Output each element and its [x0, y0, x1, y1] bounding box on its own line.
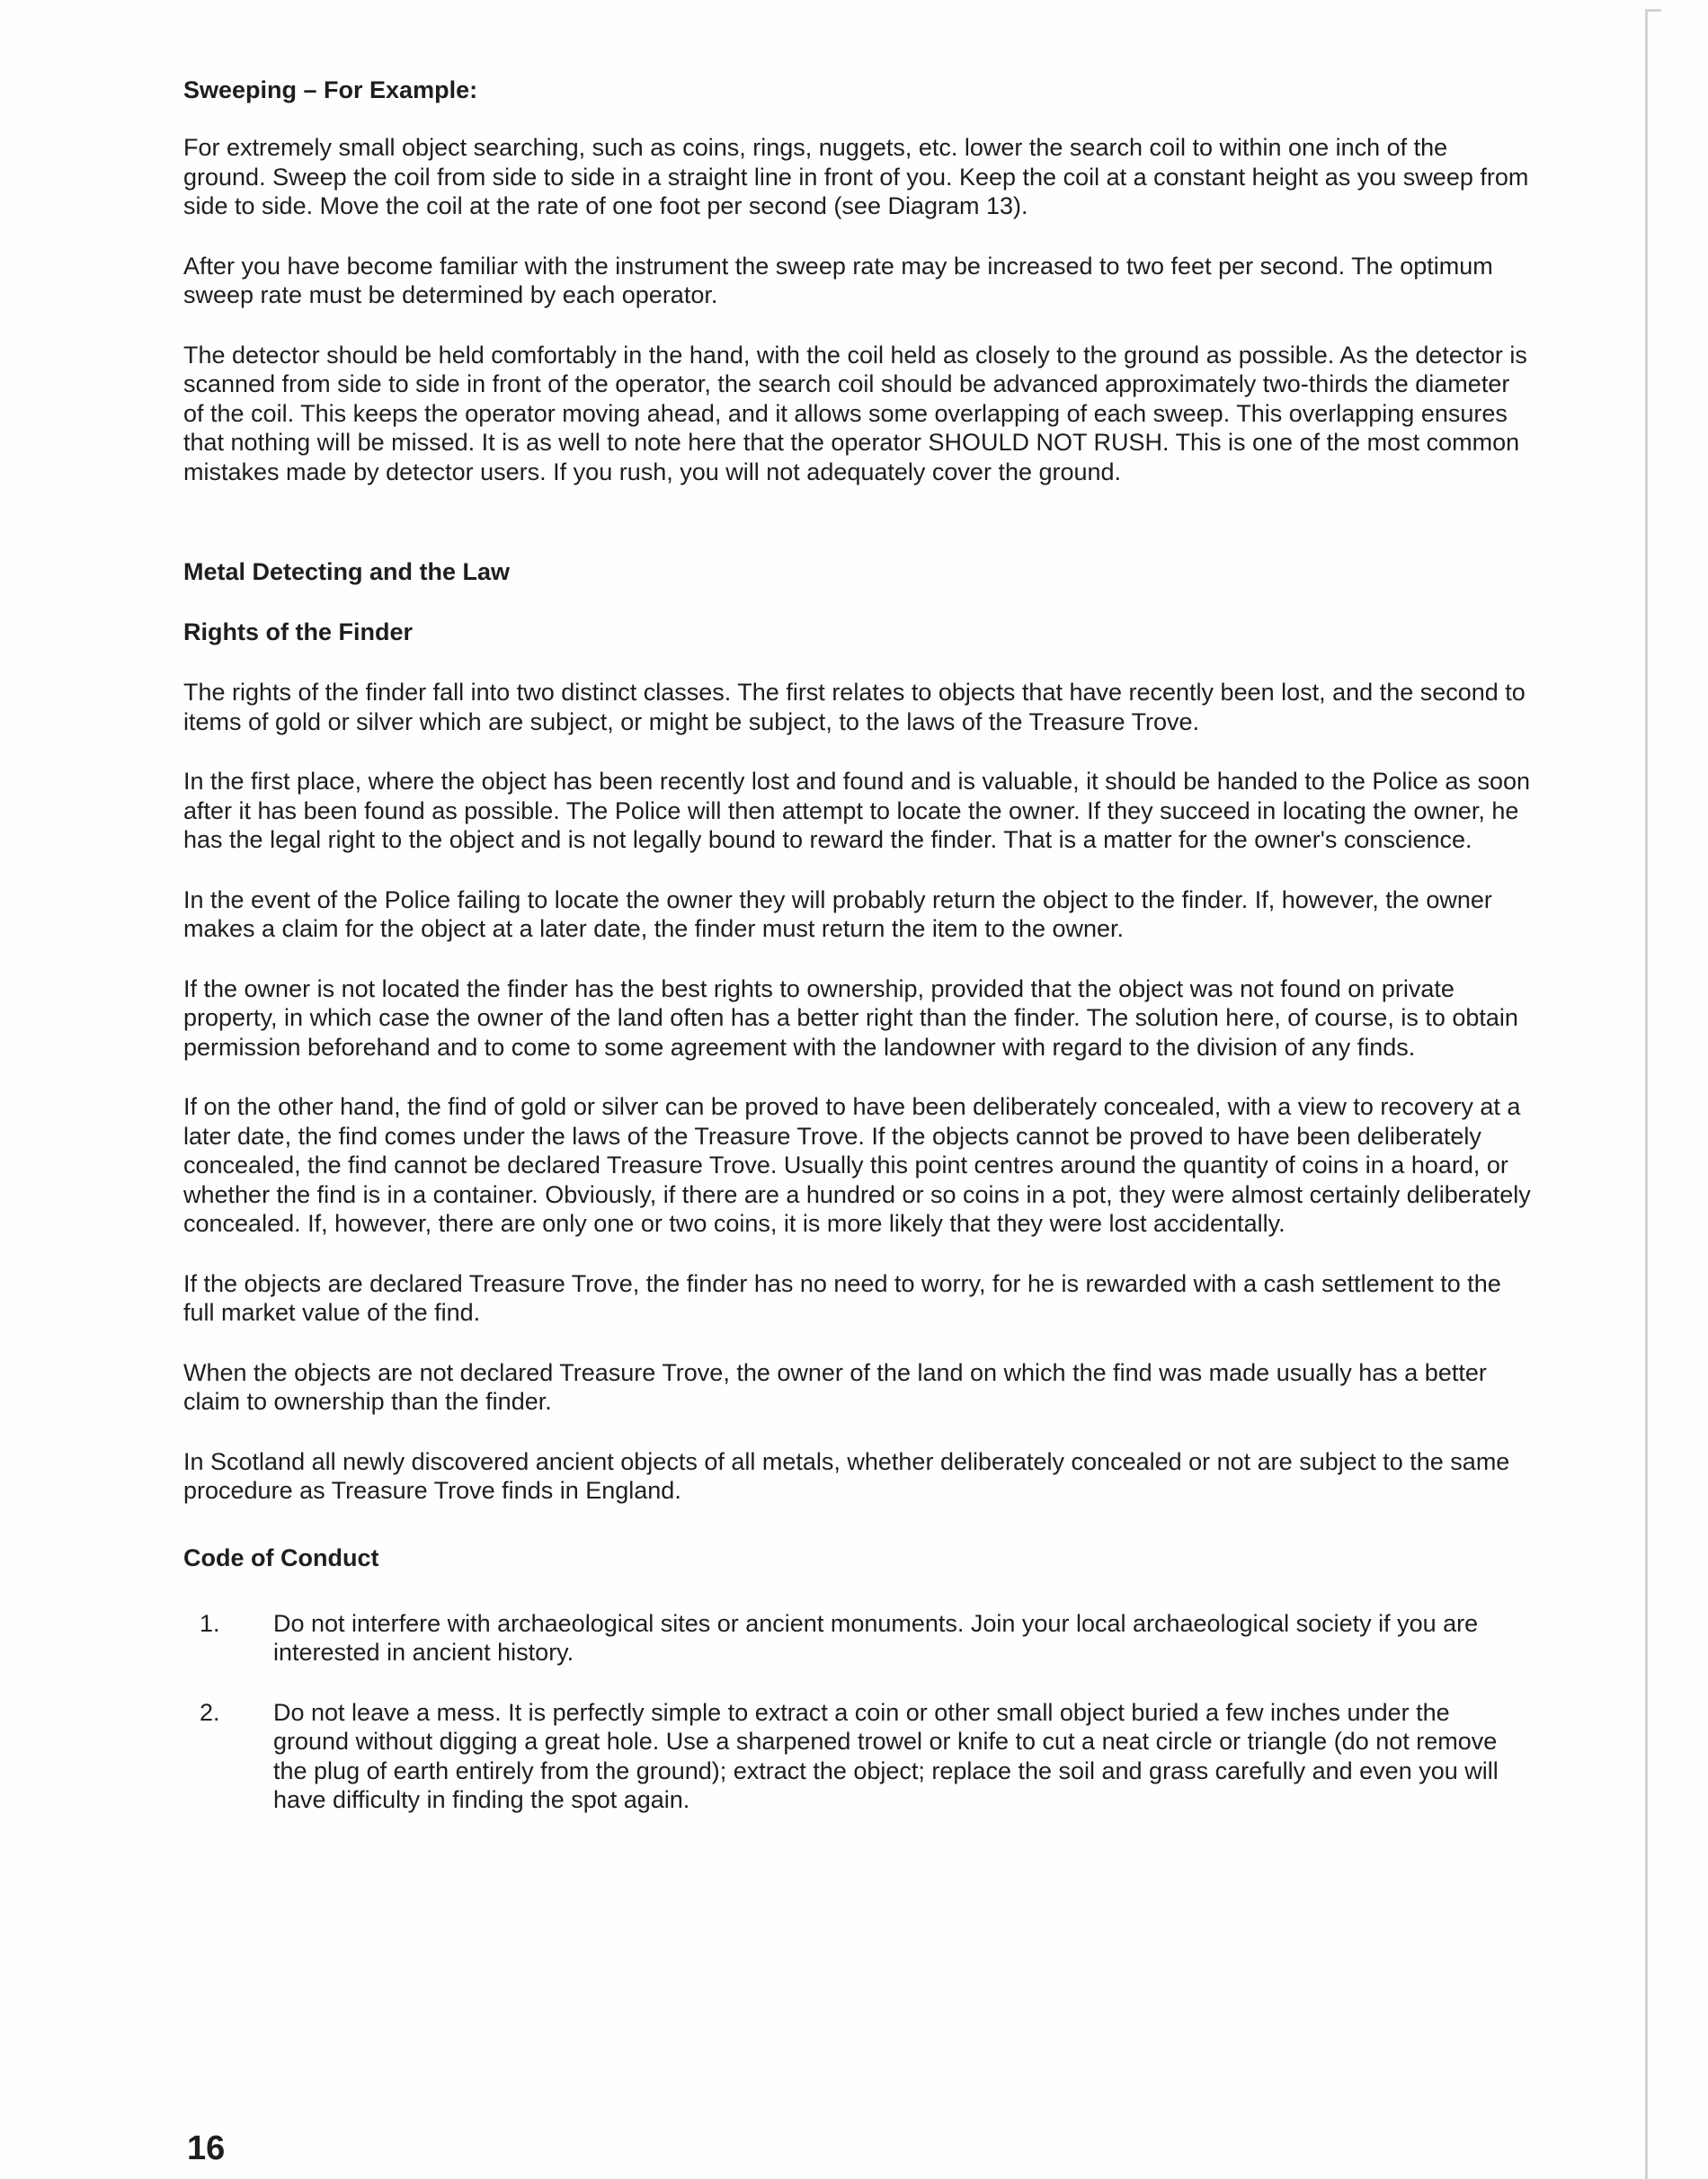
code-of-conduct-list [183, 1609, 1532, 1815]
paragraph-rights-classes: The rights of the finder fall into two distinct classes. The first relates to objects that have recently been lost, and the second to items of gold or silver which are subject, or might be subject, to the laws of the Treasure Trove. [183, 679, 1526, 735]
heading-metal-detecting-law: Metal Detecting and the Law [183, 558, 511, 585]
heading-sweeping: Sweeping – For Example: [183, 76, 478, 103]
section-law [183, 557, 1532, 1506]
list-item-text: Do not leave a mess. It is perfectly simple to extract a coin or other small object buried a few inches under the ground without digging a great hole. Use a sharpened trowel or knife to cut a neat circle or triangle (do not remove the plug of earth entirely from the ground); extract the object; replace the soil and grass carefully and even you will have difficulty in finding the spot again. [273, 1698, 1499, 1813]
paragraph-scotland: In Scotland all newly discovered ancient objects of all metals, whether deliberately concealed or not are subject to the same procedure as Treasure Trove finds in England. [183, 1447, 1510, 1504]
paragraph-concealed-gold: If on the other hand, the find of gold or silver can be proved to have been deliberately concealed, with a view to recovery at a later date, the find comes under the laws of the Treasure Trove. If the objects cannot be proved to have been deliberately concealed, the find cannot be declared Treasure Trove. Usually this point centres around the quantity of coins in a hoard, or whether the find is in a container. Obviously, if there are a hundred or so coins in a pot, they were almost certainly deliberately concealed. If, however, there are only one or two coins, it is more likely that they were lost accidentally. [183, 1093, 1531, 1237]
paragraph-not-declared: When the objects are not declared Treasure Trove, the owner of the land on which the find was made usually has a better claim to ownership than the finder. [183, 1358, 1487, 1415]
paragraph-declared-treasure: If the objects are declared Treasure Trove, the finder has no need to worry, for he is rewarded with a cash settlement to the full market value of the find. [183, 1269, 1501, 1326]
list-item-text: Do not interfere with archaeological sites or ancient monuments. Join your local archaeological society if you are interested in ancient history. [273, 1609, 1479, 1666]
binding-margin-line [1645, 9, 1648, 2179]
list-item-number: 2. [200, 1698, 220, 1726]
paragraph-recently-lost: In the first place, where the object has been recently lost and found and is valuable, it should be handed to the Police as soon after it has been found as possible. The Police will then attempt to locate the owner. If they succeed in locating the owner, he has the legal right to the object and is not legally bound to reward the finder. That is a matter for the owner's conscience. [183, 768, 1530, 853]
paragraph-police-fail: In the event of the Police failing to locate the owner they will probably return the object to the finder. If, however, the owner makes a claim for the object at a later date, the finder must return the item to the owner. [183, 885, 1492, 942]
paragraph-detector-handling: The detector should be held comfortably in the hand, with the coil held as closely to the ground as possible. As the detector is scanned from side to side in front of the operator, the search coil should be advanced approximately two-thirds the diameter of the coil. This keeps the operator moving ahead, and it allows some overlapping of each sweep. This overlapping ensures that nothing will be missed. It is as well to note here that the operator SHOULD NOT RUSH. This is one of the most common mistakes made by detector users. If you rush, you will not adequately cover the ground. [183, 341, 1527, 485]
heading-rights-of-finder: Rights of the Finder [183, 618, 413, 645]
section-sweeping [183, 76, 1532, 486]
list-item [183, 1698, 1532, 1815]
paragraph-sweep-increase: After you have become familiar with the instrument the sweep rate may be increased to two feet per second. The optimum sweep rate must be determined by each operator. [183, 252, 1493, 308]
list-item [183, 1609, 1532, 1668]
page-number: 16 [187, 2130, 226, 2167]
list-item-number: 1. [200, 1609, 220, 1637]
section-code-of-conduct [183, 1543, 1532, 1815]
paragraph-sweep-rate: For extremely small object searching, such as coins, rings, nuggets, etc. lower the search coil to within one inch of the ground. Sweep the coil from side to side in a straight line in front of you. Keep the coil at a constant height as you sweep from side to side. Move the coil at the rate of one foot per second (see Diagram 13). [183, 134, 1529, 219]
paragraph-owner-not-located: If the owner is not located the finder has the best rights to ownership, provided that the object was not found on private property, in which case the owner of the land often has a better right than the finder. The solution here, of course, is to obtain permission beforehand and to come to some agreement with the landowner with regard to the division of any finds. [183, 974, 1518, 1061]
heading-code-of-conduct: Code of Conduct [183, 1543, 379, 1571]
binding-margin-tick [1645, 9, 1661, 12]
page-content [183, 76, 1532, 1845]
